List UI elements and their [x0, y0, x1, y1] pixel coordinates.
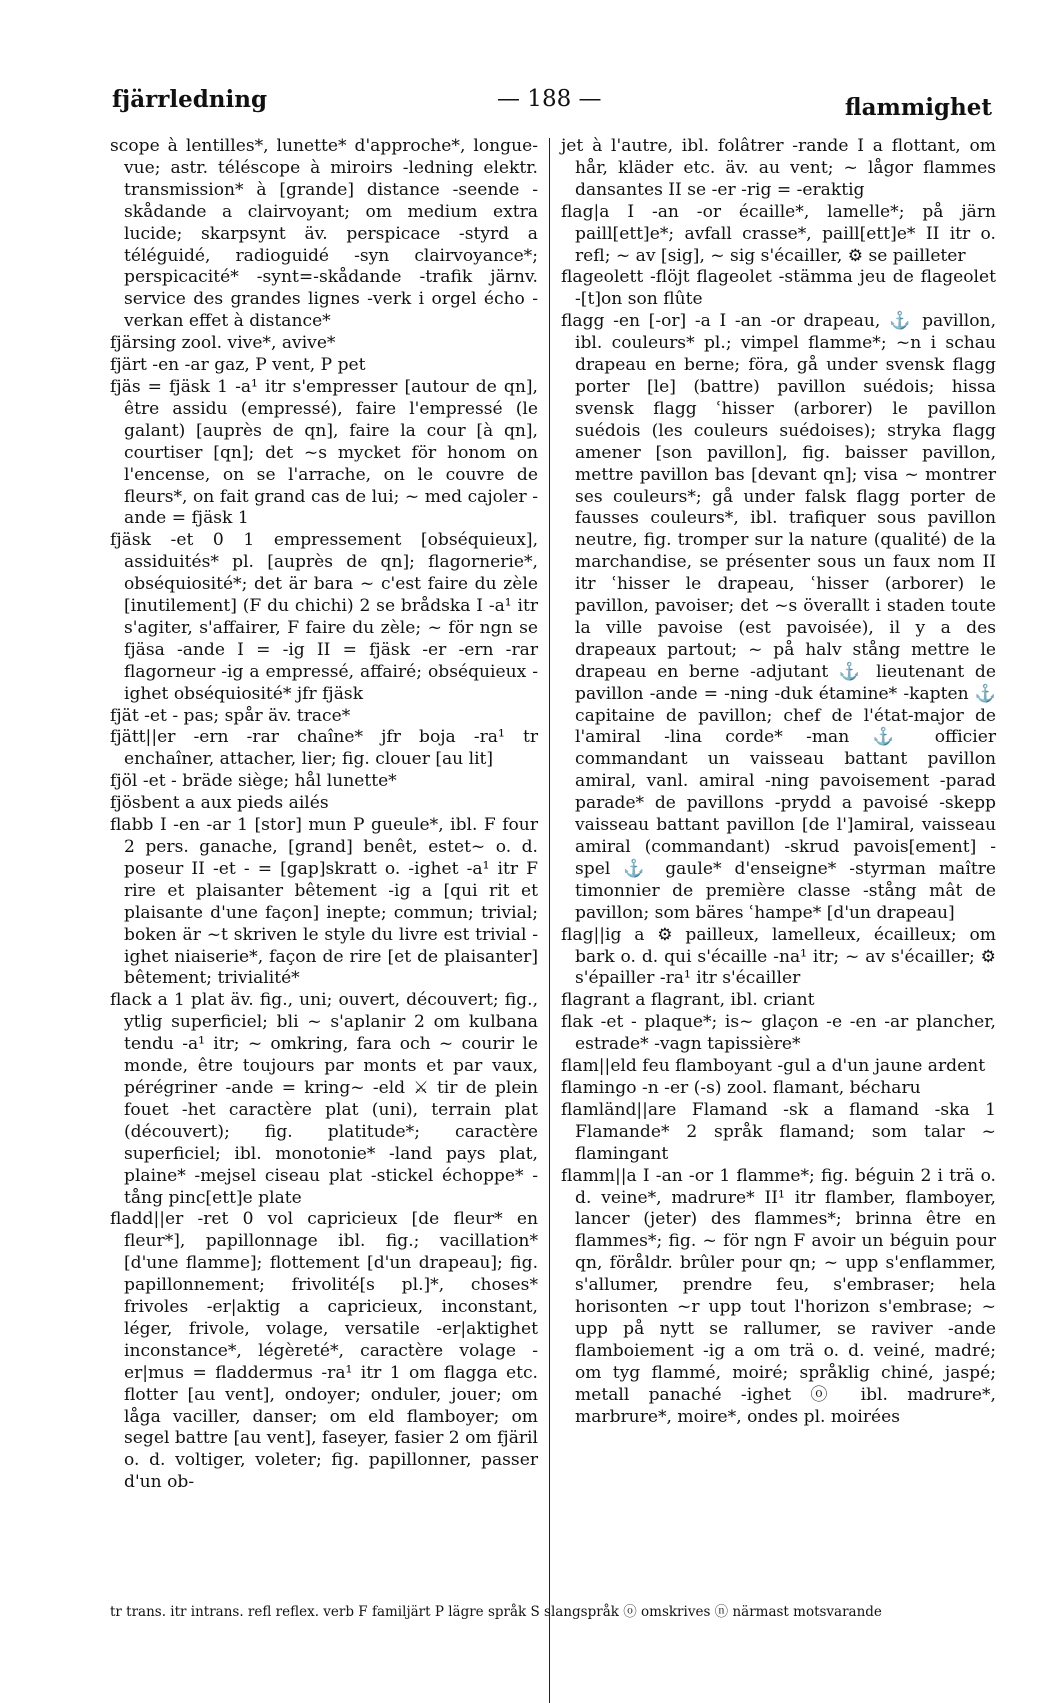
dictionary-entry: flam||eld feu flamboyant -gul a d'un jaune ardent [561, 1056, 986, 1077]
page-header [112, 86, 992, 126]
guide-word-right: flammighet [844, 94, 992, 121]
dictionary-entry: flamm||a I -an -or 1 flamme*; fig. béguin 2 i trä o. d. veine*, madrure* II¹ itr flamber, flamboyer, lancer (jeter) des flammes*; brinna être en flammes*; fig. ~ för ngn F avoir un béguin pour qn, föråldr. brûler pour qn; ~ upp s'enflammer, s'allumer, prendre feu, s'embraser; hela horisonten ~r upp tout l'horizon s'embrase; ~ upp på nytt se rallumer, se raviver -ande flamboiement -ig a om trä o. d. veiné, madré; om tyg flammé, moiré; språklig chiné, jaspé; metall panaché -ighet ⓞ ibl. madrure*, marbrure*, moire*, ondes pl. moirées [561, 1165, 996, 1427]
column-divider [549, 138, 550, 1703]
dictionary-entry: scope à lentilles*, lunette* d'approche*, longue-vue; astr. téléscope à miroirs -ledning elektr. transmission* à [grande] distance -seende -skådande a clairvoyant; om medium extra lucide; skarpsynt äv. perspicace -styrd a téléguidé, radioguidé -syn clairvoyance*; perspicacité* -synt=-skådande -trafik järnv. service des grandes lignes -verk i orgel écho -verkan effet à distance* [110, 136, 538, 332]
guide-word-left: fjärrledning [112, 86, 268, 113]
dictionary-entry: fjärt -en -ar gaz, P vent, P pet [110, 355, 366, 376]
dictionary-entry: flak -et - plaque*; is~ glaçon -e -en -ar plancher, estrade* -vagn tapissière* [561, 1012, 996, 1055]
dictionary-entry: fjäs = fjäsk 1 -a¹ itr s'empresser [autour de qn], être assidu (empressé), faire l'empressé (le galant) [auprès de qn], faire la cour [à qn], courtiser [qn]; det ~s mycket för honom on l'encense, on se l'arrache, on le couvre de fleurs*, on fait grand cas de lui; ~ med cajoler -ande = fjäsk 1 [110, 376, 538, 529]
dictionary-entry: flag|a I -an -or écaille*, lamelle*; på järn paill[ett]e*; avfall crasse*, paill[ett]e* II itr o. refl; ~ av [sig], ~ sig s'écailler, ⚙ se pailleter [561, 201, 996, 266]
dictionary-entry: flageolett -flöjt flageolet -stämma jeu de flageolet -[t]on son flûte [561, 267, 996, 310]
dictionary-entry: flack a 1 plat äv. fig., uni; ouvert, découvert; fig., ytlig superficiel; bli ~ s'aplanir 2 om kulbana tendu -a¹ itr; ~ omkring, fara och ~ courir le monde, être toujours par monts et par vaux, pérégriner -ande = kring~ -eld ⚔ tir de plein fouet -het caractère plat (uni), terrain plat (découvert); fig. platitude*; caractère superficiel; ibl. monotonie* -land pays plat, plaine* -mejsel ciseau plat -stickel échoppe* -tång pinc[ett]e plate [110, 990, 538, 1208]
abbreviation-legend [110, 1600, 1000, 1620]
dictionary-entry: flabb I -en -ar 1 [stor] mun P gueule*, ibl. F four 2 pers. ganache, [grand] benêt, estet~ o. d. poseur II -et - = [gap]skratt o. -ighet -a¹ itr F rire et plaisanter bêtement -ig a [qui rit et plaisante d'une façon] inepte; commun; trivial; boken är ~t skriven le style du livre est trivial -ighet niaiserie*, façon de rire [et de plaisanter] bêtement; trivialité* [110, 815, 538, 989]
dictionary-entry: flagg -en [-or] -a I -an -or drapeau, ⚓ pavillon, ibl. couleurs* pl.; vimpel flamme*; ~n i schau drapeau en berne; föra, gå under svensk flagg porter [le] (battre) pavillon suédois; hissa svensk flagg ʿhisser (arborer) le pavillon suédois (les couleurs suédoises); stryka flagg amener [son pavillon], fig. baisser pavillon, mettre pavillon bas [devant qn]; visa ~ montrer ses couleurs*; gå under falsk flagg porter de fausses couleurs*, ibl. trafiquer sous pavillon neutre, fig. tromper sur la nature (qualité) de la marchandise, se présenter sous un faux nom II itr ʿhisser le drapeau, ʿhisser (arborer) le pavillon, pavoiser; det ~s överallt i staden toute la ville pavoise (est pavoisée), il y a des drapeaux partout; ~ på halv stång mettre le drapeau en berne -adjutant ⚓ lieutenant de pavillon -ande = -ning -duk étamine* -kapten ⚓ capitaine de pavillon; chef de l'état-major de l'amiral -lina corde* -man ⚓ officier commandant un vaisseau battant pavillon amiral, vanl. amiral -ning pavoisement -parad parade* de pavillons -prydd a pavoisé -skepp vaisseau battant pavillon [de l']amiral, vaisseau amiral (commandant) -skrud pavois[ement] -spel ⚓ gaule* d'enseigne* -styrman maître timonnier de première classe -stång mât de pavillon; som bäres ʿhampe* [d'un drapeau] [561, 311, 996, 923]
dictionary-entry: flagrant a flagrant, ibl. criant [561, 990, 815, 1011]
page-number: — 188 — [497, 86, 602, 112]
dictionary-entry: fjäsk -et 0 1 empressement [obséquieux], assiduités* pl. [auprès de qn]; flagornerie*, obséquiosité*; det är bara ~ c'est faire du zèle [inutilement] (F du chichi) 2 se brådska I -a¹ itr s'agiter, s'affairer, F faire du zèle; ~ för ngn se fjäsa -ande I = -ig II = fjäsk -er -ern -rar flagorneur -ig a empressé, affairé; obséquieux -ighet obséquiosité* jfr fjäsk [110, 530, 538, 704]
dictionary-entry: fjärsing zool. vive*, avive* [110, 333, 336, 354]
dictionary-entry: fjätt||er -ern -rar chaîne* jfr boja -ra¹ tr enchaîner, attacher, lier; fig. clouer [au lit] [110, 727, 538, 770]
dictionary-entry: fjät -et - pas; spår äv. trace* [110, 705, 351, 726]
dictionary-entry: jet à l'autre, ibl. folâtrer -rande I a flottant, om hår, kläder etc. äv. au vent; ~ lågor flammes dansantes II se -er -rig = -eraktig [561, 136, 996, 200]
right-column [561, 136, 996, 1428]
legend-text: tr trans. itr intrans. refl reflex. verb F familjärt P lägre språk S slangspråk ⓞ omskrives ⓝ närmast motsvarande [110, 1604, 882, 1620]
dictionary-entry: flamländ||are Flamand -sk a flamand -ska 1 Flamande* 2 språk flamand; som talar ~ flamingant [561, 1099, 996, 1164]
dictionary-entry: flag||ig a ⚙ pailleux, lamelleux, écailleux; om bark o. d. qui s'écaille -na¹ itr; ~ av s'écailler; ⚙ s'épailler -ra¹ itr s'écailler [561, 924, 996, 989]
dictionary-entry: flamingo -n -er (-s) zool. flamant, bécharu [561, 1077, 921, 1098]
left-column [110, 136, 538, 1494]
dictionary-entry: fjöl -et - bräde siège; hål lunette* [110, 771, 397, 792]
dictionary-entry: fladd||er -ret 0 vol capricieux [de fleur* en fleur*], papillonnage ibl. fig.; vacillation* [d'une flamme]; flottement [d'un drapeau]; fig. papillonnement; frivolité[s pl.]*, choses* frivoles -er|aktig a capricieux, inconstant, léger, frivole, volage, versatile -er|aktighet inconstance*, légèreté*, caractère volage -er|mus = fladdermus -ra¹ itr 1 om flagga etc. flotter [au vent], ondoyer; onduler, jouer; om låga vaciller, danser; om eld flamboyer; om segel battre [au vent], faseyer, fasier 2 om fjäril o. d. voltiger, voleter; fig. papillonner, passer d'un ob- [110, 1209, 538, 1493]
dictionary-entry: fjösbent a aux pieds ailés [110, 793, 329, 814]
